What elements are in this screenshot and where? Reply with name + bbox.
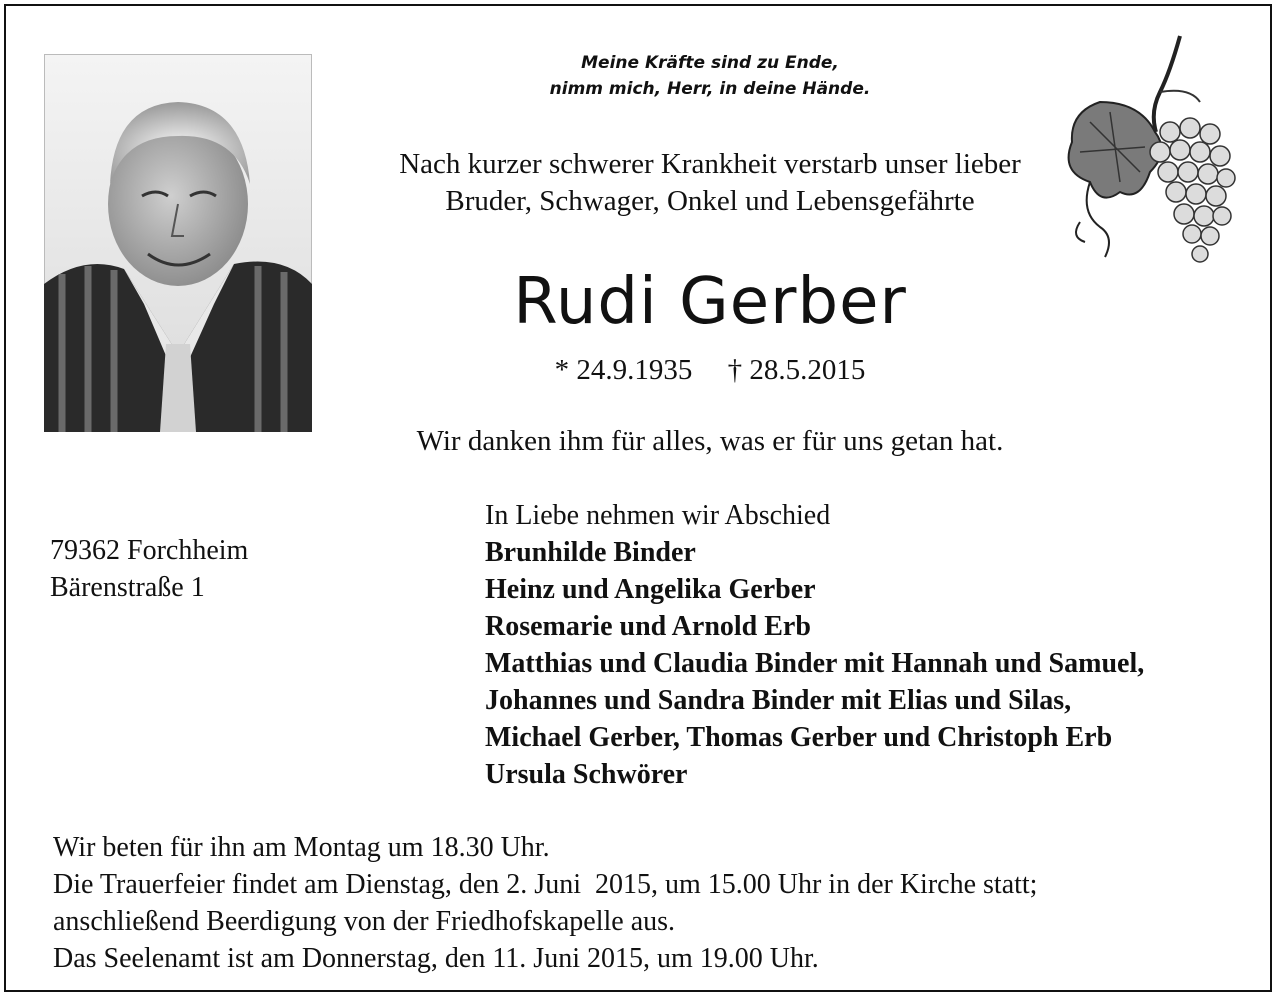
service-line-2: Die Trauerfeier findet am Dienstag, den 2. Juni 2015, um 15.00 Uhr in der Kirche statt; bbox=[53, 869, 1038, 900]
mourner-name: Matthias und Claudia Binder mit Hannah und Samuel, bbox=[485, 648, 1145, 679]
intro-text bbox=[330, 146, 1090, 220]
death-date: † 28.5.2015 bbox=[727, 354, 866, 386]
service-info bbox=[53, 829, 1037, 977]
address bbox=[50, 532, 248, 606]
intro-line-2: Bruder, Schwager, Onkel und Lebensgefährte bbox=[445, 185, 975, 217]
address-street: Bärenstraße 1 bbox=[50, 572, 205, 603]
motto-line-2: nimm mich, Herr, in deine Hände. bbox=[549, 79, 871, 99]
mourner-name: Heinz und Angelika Gerber bbox=[485, 574, 816, 605]
mourners-lead: In Liebe nehmen wir Abschied bbox=[485, 500, 831, 531]
mourner-name: Michael Gerber, Thomas Gerber und Christoph Erb bbox=[485, 722, 1113, 753]
mourner-name: Brunhilde Binder bbox=[485, 537, 696, 568]
mourner-name: Ursula Schwörer bbox=[485, 759, 688, 790]
motto bbox=[440, 50, 980, 102]
birth-date: * 24.9.1935 bbox=[554, 354, 693, 386]
motto-line-1: Meine Kräfte sind zu Ende, bbox=[581, 53, 839, 73]
mourner-name: Johannes und Sandra Binder mit Elias und Silas, bbox=[485, 685, 1072, 716]
thanks-line: Wir danken ihm für alles, was er für uns getan hat. bbox=[416, 425, 1004, 457]
address-city: 79362 Forchheim bbox=[50, 535, 249, 566]
intro-line-1: Nach kurzer schwerer Krankheit verstarb unser lieber bbox=[399, 148, 1021, 180]
service-line-4: Das Seelenamt ist am Donnerstag, den 11. Juni 2015, um 19.00 Uhr. bbox=[53, 943, 819, 974]
mourners-list bbox=[485, 497, 1144, 793]
portrait-photo bbox=[44, 54, 312, 432]
service-line-1: Wir beten für ihn am Montag um 18.30 Uhr. bbox=[53, 832, 550, 863]
mourner-name: Rosemarie und Arnold Erb bbox=[485, 611, 811, 642]
deceased-name: Rudi Gerber bbox=[513, 265, 907, 339]
life-dates bbox=[330, 354, 1090, 387]
service-line-3: anschließend Beerdigung von der Friedhofskapelle aus. bbox=[53, 906, 676, 937]
